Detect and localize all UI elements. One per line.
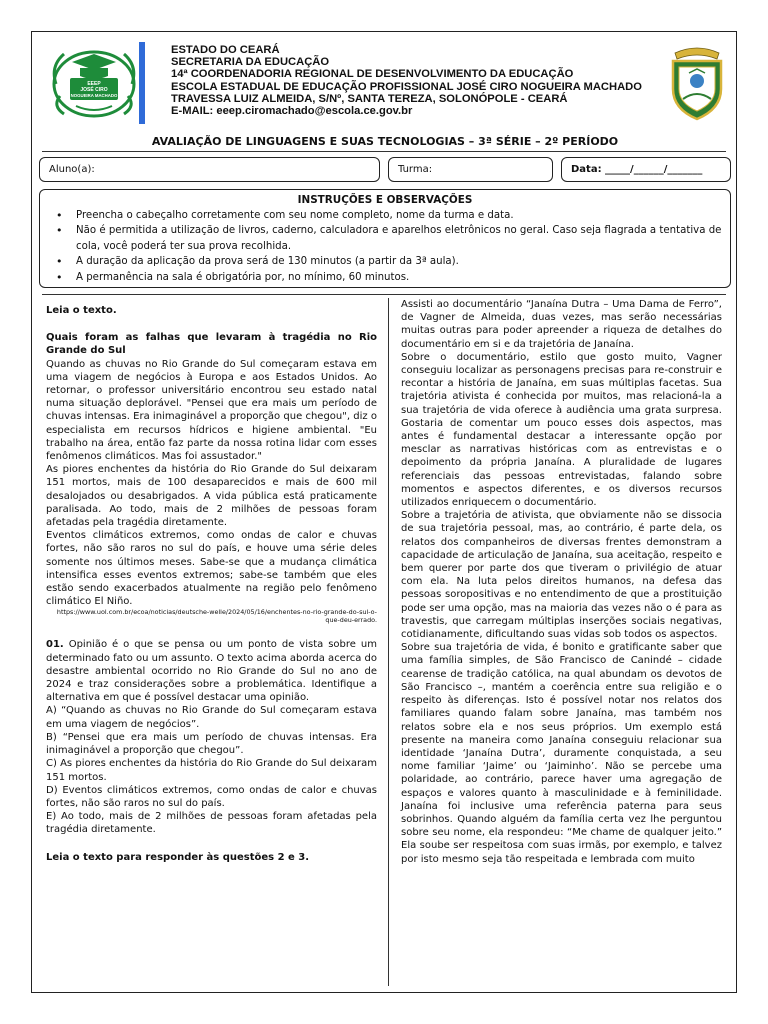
source-link[interactable]: https://www.uol.com.br/ecoa/noticias/deutsche-welle/2024/05/16/enchentes-no-rio-grande-do-sul-o-que-deu-errado. [56,608,377,625]
answer-option-c[interactable]: C) As piores enchentes da história do Rio Grande do Sul deixaram 151 mortos. [46,758,377,783]
date-field[interactable] [561,157,731,182]
text-paragraph: Sobre sua trajetória de vida, é bonito e gratificante saber que uma família simples, de São Francisco de Canindé – cidade cearense de tradição católica, na qual abundam os devotos de São Francisco –, mantém a coerência entre sua religião e o respeito às diferenças. Isto é possível notar nos relatos dos familiares quando falam sobre Janaína, mas também nos relatos sobre ela e nos seus próprios. Um exemplo está presente na maneira como Janaína conseguiu relacionar sua identidade ‘Janaína Dutra’, duramente conquistada, a seu nome familiar ‘Jaime’ ou ‘Jaiminho’. Não se percebe uma polaridade, ao contrário, parece haver uma agregação de espaços e valores quanto à masculinidade e à feminilidade. Janaína foi inclusive uma referência paterna para seus sobrinhos. Quando alguém da família certa vez lhe perguntou sobre seu nome, ela respondeu: “Me chame de qualquer jeito.” Ela soube ser respeitosa com suas irmãs, por exemplo, e talvez por isto mesmo seja tão respeitada e lembrada com muito [401,642,722,865]
header-accent-bar [139,42,145,124]
right-column [401,298,722,866]
answer-option-e[interactable]: E) Ao todo, mais de 2 milhões de pessoas foram afetadas pela tragédia diretamente. [46,811,377,836]
header-line-secretariat: SECRETARIA DA EDUCAÇÃO [171,56,330,69]
instruction-item: • A permanência na sala é obrigatória por, no mínimo, 60 minutos. [48,270,722,285]
text-paragraph: Sobre a trajetória de ativista, que obviamente não se dissocia de sua trajetória pessoal, mas, ao contrário, é parte dela, os relatos dos companheiros de diversas frentes demonstram a capacidade de articulação de Janaína, sua aceitação, respeito e bem querer por parte dos que tiveram o privilégio de atuar com ela. Na luta pelos direitos humanos, na defesa das pessoas soropositivas e no entendimento de que a prostituição pode ser uma opção, mas na maioria das vezes não o é para as travestis, que carregam múltiplas inserções sociais negativas, cotidianamente, dificultando suas vidas sob todos os aspectos. [401,510,722,641]
answer-option-a[interactable]: A) “Quando as chuvas no Rio Grande do Sul começaram estava em uma viagem de negócios”. [46,705,377,730]
text-paragraph: Assisti ao documentário “Janaína Dutra – Uma Dama de Ferro”, de Vagner de Almeida, duas vezes, mas serão necessárias muitas outras para poder apreender a riqueza de detalhes do documentário em si e da trajetória de Janaína. [401,299,722,350]
header-line-coordination: 14ª COORDENADORIA REGIONAL DE DESENVOLVIMENTO DA EDUCAÇÃO [171,68,574,81]
question-text: Opinião é o que se pensa ou um ponto de vista sobre um determinado fato ou um assunto. O texto acima aborda acerca do desastre ambiental ocorrido no Rio Grande do Sul no ano de 2024 e traz considerações sobre a problemática. Identifique a alternativa em que é possível destacar uma opinião. [46,639,378,704]
header-line-state: ESTADO DO CEARÁ [171,44,280,56]
exam-title: AVALIAÇÃO DE LINGUAGENS E SUAS TECNOLOGIAS – 3ª SÉRIE – 2º PERÍODO [151,135,619,148]
left-column [46,304,377,864]
section-divider [42,294,726,295]
header-line-school: ESCOLA ESTADUAL DE EDUCAÇÃO PROFISSIONAL JOSÉ CIRO NOGUEIRA MACHADO [171,80,642,93]
instruction-item: • Não é permitida a utilização de livros, caderno, calculadora e aparelhos eletrônicos no geral. Caso seja flagrada a tentativa de cola, você poderá ter sua prova recolhida. [48,223,722,254]
class-field[interactable] [388,157,553,182]
date-label: Data: _____/______/_______ [571,164,703,175]
page-frame [31,31,737,993]
state-crest-icon [667,43,727,121]
next-reading-instruction: Leia o texto para responder às questões 2 e 3. [46,851,310,863]
logo-text-line: NOGUEIRA MACHADO [70,93,118,98]
header-line-email: E-MAIL: eeep.ciromachado@escola.ce.gov.br [171,105,413,118]
column-divider [388,298,389,986]
student-name-field[interactable] [39,157,380,182]
student-name-label: Aluno(a): [49,164,95,175]
text-title: Quais foram as falhas que levaram à tragédia no Rio Grande do Sul [46,332,377,357]
question-1 [46,638,377,704]
title-underline [42,151,726,152]
header-line-address: TRAVESSA LUIZ ALMEIDA, S/Nº, SANTA TEREZA, SOLONÓPOLE - CEARÁ [171,92,568,105]
reading-intro: Leia o texto. [46,305,117,316]
instruction-item: • Preencha o cabeçalho corretamente com seu nome completo, nome da turma e data. [48,208,722,223]
question-number: 01. [46,639,64,651]
answer-option-d[interactable]: D) Eventos climáticos extremos, como ondas de calor e chuvas fortes, não são raros no sul do país. [46,784,377,809]
answer-option-b[interactable]: B) “Pensei que era mais um período de chuvas intensas. Era inimaginável a proporção que chegou”. [46,731,377,757]
logo-text-line: EEEP [87,81,101,87]
text-paragraph: Eventos climáticos extremos, como ondas de calor e chuvas fortes, não são raros no sul do país, e houve uma série deles somente nos últimos meses. Sabe-se que a mudança climática intensifica esses eventos extremos; sabe-se também que eles estão sendo exacerbados atualmente na região pelo fenômeno climático El Niño. [46,530,377,608]
instruction-item: • A duração da aplicação da prova será de 130 minutos (a partir da 3ª aula). [48,254,722,269]
text-paragraph: As piores enchentes da história do Rio Grande do Sul deixaram 151 mortos, mais de 100 desaparecidos e mais de 600 mil desalojados ou desabrigados. A vida pública está praticamente paralisada. Ao todo, mais de 2 milhões de pessoas foram afetadas pela tragédia diretamente. [46,464,377,529]
text-paragraph: Sobre o documentário, estilo que gosto muito, Vagner conseguiu localizar as personagens precisas para re-construir e recontar a história de Janaína, em suas múltiplas facetas. Sua trajetória ativista é conhecida por muitos, mas relacioná-la a sua trajetória de vida oferece à audiência uma grata surpresa. Gostaria de comentar um pouco esses dois aspectos, mas antes é fundamental destacar a interessante opção por mesclar as narrativas históricas com as entrevistas e o depoimento da própria Janaína. A pluralidade de lugares referenciais das pessoas entrevistadas, falando sobre momentos e aspectos diferentes, e os diversos recursos utilizados enriquecem o documentário. [401,351,722,509]
class-label: Turma: [398,164,433,175]
school-logo-icon [46,44,142,120]
logo-text-line: JOSÉ CIRO [80,87,108,93]
instructions-title: INSTRUÇÕES E OBSERVAÇÕES [297,194,473,206]
school-header [171,44,642,118]
instructions-box [39,189,731,288]
text-paragraph: Quando as chuvas no Rio Grande do Sul começaram estava em uma viagem de negócios à Europa e aos Estados Unidos. Ao retornar, o professor universitário encontrou seu estado natal numa situação deplorável. "Pensei que era mais um período de chuvas intensas. Era inimaginável a proporção que chegou", diz o especialista em recursos hídricos e higiene ambiental. "Eu trabalho na área, então faz parte da nossa rotina lidar com esses fenômenos climáticos. Mas foi assustador." [46,358,377,463]
